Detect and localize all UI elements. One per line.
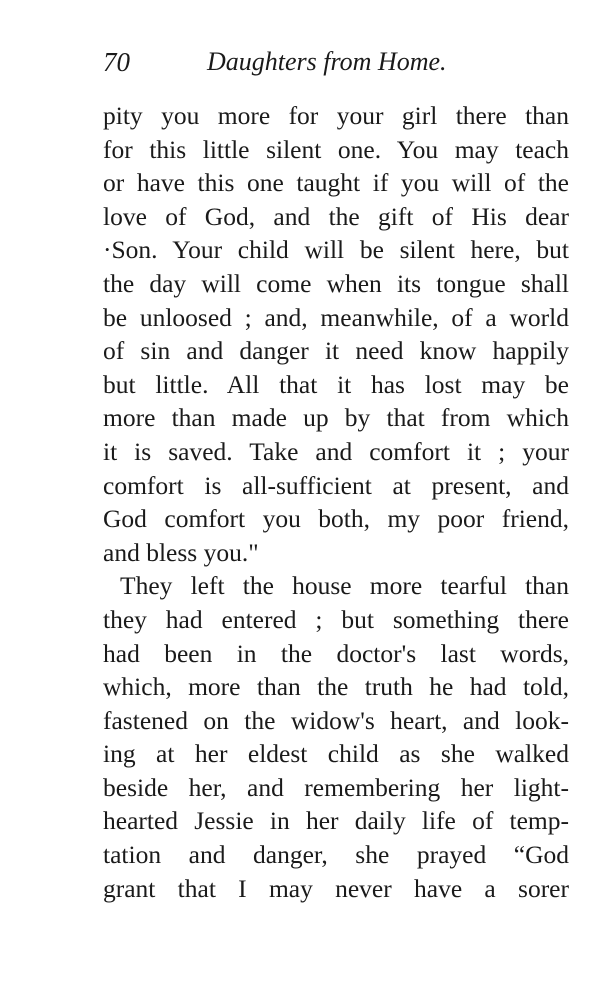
text-line: more than made up by that from which — [103, 403, 569, 433]
text-line: ·Son. Your child will be silent here, but — [103, 235, 569, 265]
text-line: fastened on the widow's heart, and look- — [103, 705, 569, 735]
text-line: the day will come when its tongue shall — [103, 268, 569, 298]
text-line: pity you more for your girl there than — [103, 101, 569, 130]
paragraph-end-line: and bless you." — [103, 537, 259, 567]
page-header — [103, 44, 569, 80]
running-title: Daughters from Home. — [207, 47, 447, 76]
text-line: had been in the doctor's last words, — [103, 638, 569, 668]
text-line: or have this one taught if you will of the — [103, 168, 569, 198]
text-line: but little. All that it has lost may be — [103, 369, 569, 399]
text-line: for this little silent one. You may teach — [103, 134, 569, 164]
text-line: love of God, and the gift of His dear — [103, 201, 569, 231]
text-line: which, more than the truth he had told, — [103, 672, 569, 702]
text-line: be unloosed ; and, meanwhile, of a world — [103, 302, 569, 332]
text-line: they had entered ; but something there — [103, 604, 569, 634]
paragraph-start-line: They left the house more tearful than — [120, 571, 569, 601]
text-line: grant that I may never have a sorer — [103, 873, 569, 903]
text-line: comfort is all-sufficient at present, and — [103, 470, 569, 500]
text-line: tation and danger, she prayed “God — [103, 840, 569, 870]
text-line: it is saved. Take and comfort it ; your — [103, 436, 569, 466]
text-line: beside her, and remembering her light- — [103, 772, 569, 802]
page-number: 70 — [103, 47, 130, 77]
text-line: ing at her eldest child as she walked — [103, 739, 569, 769]
text-line: hearted Jessie in her daily life of temp- — [103, 806, 569, 836]
body-text — [103, 99, 569, 905]
text-line: of sin and danger it need know happily — [103, 336, 569, 366]
text-line: God comfort you both, my poor friend, — [103, 504, 569, 534]
